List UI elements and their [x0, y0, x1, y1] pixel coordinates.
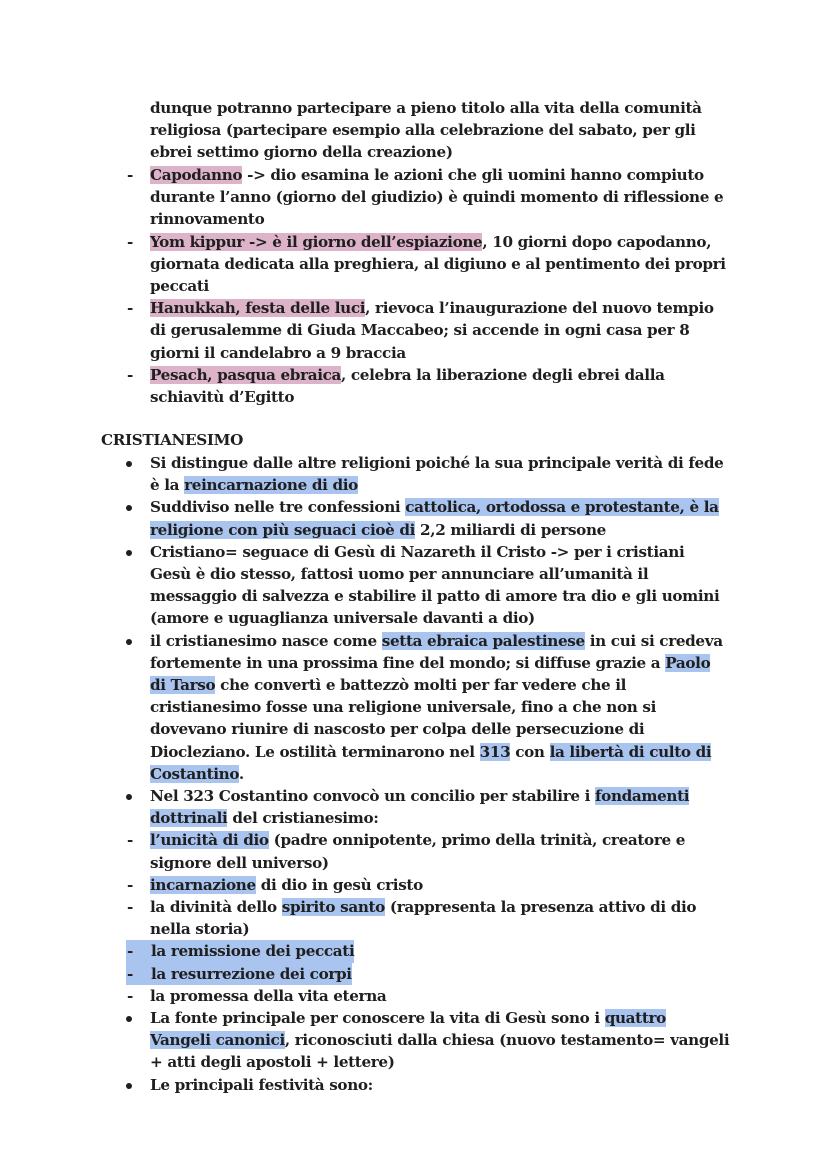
bullet-item-vangeli: [0, 1007, 730, 1074]
dash-item-resurrezione: [0, 963, 730, 985]
dash-marker: -: [127, 365, 133, 384]
bullet-item-concilio: [0, 785, 730, 829]
bullet-item-distinzione: [0, 452, 730, 496]
dash-marker: -: [127, 299, 133, 318]
item-text: con: [510, 742, 550, 761]
list-item-yom-kippur: [0, 231, 730, 298]
item-text: , 10 giorni dopo capodanno, giornata dedicata alla preghiera, al digiuno e al pentimento dei propri peccati: [150, 232, 726, 296]
highlight-313: 313: [479, 742, 511, 761]
dash-marker: -: [127, 875, 133, 894]
item-text: di dio in gesù cristo: [255, 875, 423, 894]
highlight-spirito-santo: spirito santo: [281, 898, 385, 917]
item-text: la resurrezione dei corpi: [151, 964, 352, 983]
item-text: (padre onnipotente, primo della trinità, creatore e signore dell universo): [150, 831, 686, 872]
item-text: , celebra la liberazione degli ebrei dalla schiavitù d’Egitto: [150, 365, 665, 407]
item-text: del cristianesimo:: [227, 809, 379, 828]
highlight-hanukkah: Hanukkah, festa delle luci: [150, 299, 366, 318]
dash-item-spirito-santo: [0, 896, 730, 940]
highlight-remissione: [126, 940, 354, 962]
item-text: in cui si credeva fortemente in una prossima fine del mondo; si diffuse grazie a: [150, 631, 723, 672]
highlight-yom-kippur: Yom kippur -> è il giorno dell’espiazione: [150, 232, 483, 251]
highlight-paolo-di-tarso: Paolo di Tarso: [150, 653, 711, 695]
list-item-pesach: [0, 364, 730, 408]
dash-marker: -: [127, 166, 133, 184]
list-item-hanukkah: [0, 297, 730, 364]
bullet-item-confessioni: [0, 496, 730, 540]
item-text: la divinità dello: [150, 898, 282, 917]
list-item-capodanno: [0, 164, 730, 231]
item-text: , rievoca l’inaugurazione del nuovo tempio di gerusalemme di Giuda Maccabeo; si accende in ogni casa per 8 giorni il candelabro a 9 braccia: [150, 299, 714, 362]
dash-marker: -: [127, 964, 133, 983]
item-text: il cristianesimo nasce come: [150, 631, 382, 650]
bullet-dot-icon: [126, 461, 132, 467]
continuation-paragraph: [0, 97, 828, 164]
bullet-dot-icon: [126, 794, 132, 800]
item-text: Nel 323 Costantino convocò un concilio per stabilire i: [150, 787, 595, 806]
dash-marker: -: [127, 831, 133, 850]
highlight-capodanno: Capodanno: [150, 166, 243, 184]
bullet-item-nascita: [0, 630, 730, 785]
bullet-dot-icon: [126, 639, 132, 645]
highlight-incarnazione: incarnazione: [150, 875, 256, 894]
item-text: (rappresenta la presenza attivo di dio nella storia): [150, 898, 697, 939]
item-text: che convertì e battezzò molti per far vedere che il cristianesimo fosse una religione universale, fino a che non si dovevano riunire di nascosto per colpa delle persecuzione di Diocleziano. Le ostilità terminarono nel: [150, 676, 656, 761]
bullet-item-cristiano: [0, 541, 730, 630]
bullet-dot-icon: [126, 1083, 132, 1089]
item-text: .: [238, 764, 244, 783]
highlight-liberta-culto: la libertà di culto di Costantino: [150, 742, 712, 783]
item-text: , riconosciuti dalla chiesa (nuovo testamento= vangeli + atti degli apostoli + lettere): [150, 1031, 730, 1072]
bullet-dot-icon: [126, 550, 132, 556]
highlight-confessioni: cattolica, ortodossa e protestante, è la religione con più seguaci cioè di: [150, 498, 719, 539]
dash-item-incarnazione: [0, 874, 730, 896]
bullet-dot-icon: [126, 505, 132, 511]
item-text: 2,2 miliardi di persone: [415, 520, 606, 539]
item-text: Suddiviso nelle tre confessioni: [150, 498, 406, 517]
item-text: La fonte principale per conoscere la vita di Gesù sono i: [150, 1009, 605, 1028]
continuation-text: dunque potranno partecipare a pieno titolo alla vita della comunità religiosa (partecipare esempio alla celebrazione del sabato, per gli ebrei settimo giorno della creazione): [150, 99, 702, 162]
item-text: Cristiano= seguace di Gesù di Nazareth il Cristo -> per i cristiani Gesù è dio stesso, fattosi uomo per annunciare all’umanità il messaggio di salvezza e stabilire il patto di amore tra dio e gli uomini (amore e uguaglianza universale davanti a dio): [150, 542, 720, 628]
item-text: -> dio esamina le azioni che gli uomini hanno compiuto durante l’anno (giorno del giudizio) è quindi momento di riflessione e rinnovamento: [150, 166, 724, 229]
dash-marker: -: [127, 898, 133, 917]
highlight-fondamenti: fondamenti dottrinali: [150, 787, 690, 828]
ebraismo-festivities-list: [0, 164, 828, 408]
item-text: Le principali festività sono:: [150, 1075, 373, 1094]
cristianesimo-list: [0, 452, 828, 1096]
bullet-dot-icon: [126, 1016, 132, 1022]
dash-marker: -: [127, 986, 133, 1005]
highlight-setta: setta ebraica palestinese: [381, 631, 585, 650]
highlight-pesach: Pesach, pasqua ebraica: [150, 365, 342, 384]
item-text: la promessa della vita eterna: [150, 986, 387, 1005]
dash-item-remissione: [0, 940, 730, 962]
highlight-vangeli: quattro Vangeli canonici: [150, 1009, 666, 1050]
dash-item-unicita: [0, 829, 730, 873]
item-text: la remissione dei peccati: [151, 942, 355, 961]
item-text: Si distingue dalle altre religioni poiché la sua principale verità di fede è la: [150, 454, 724, 495]
dash-marker: -: [127, 232, 133, 251]
highlight-reincarnazione: reincarnazione di dio: [184, 476, 358, 495]
bullet-item-festivita: [0, 1074, 730, 1096]
section-heading-cristianesimo: CRISTIANESIMO: [101, 431, 243, 449]
highlight-resurrezione: [126, 963, 352, 985]
highlight-unicita: l’unicità di dio: [150, 831, 269, 850]
dash-marker: -: [127, 942, 133, 961]
dash-item-vita-eterna: [0, 985, 730, 1007]
